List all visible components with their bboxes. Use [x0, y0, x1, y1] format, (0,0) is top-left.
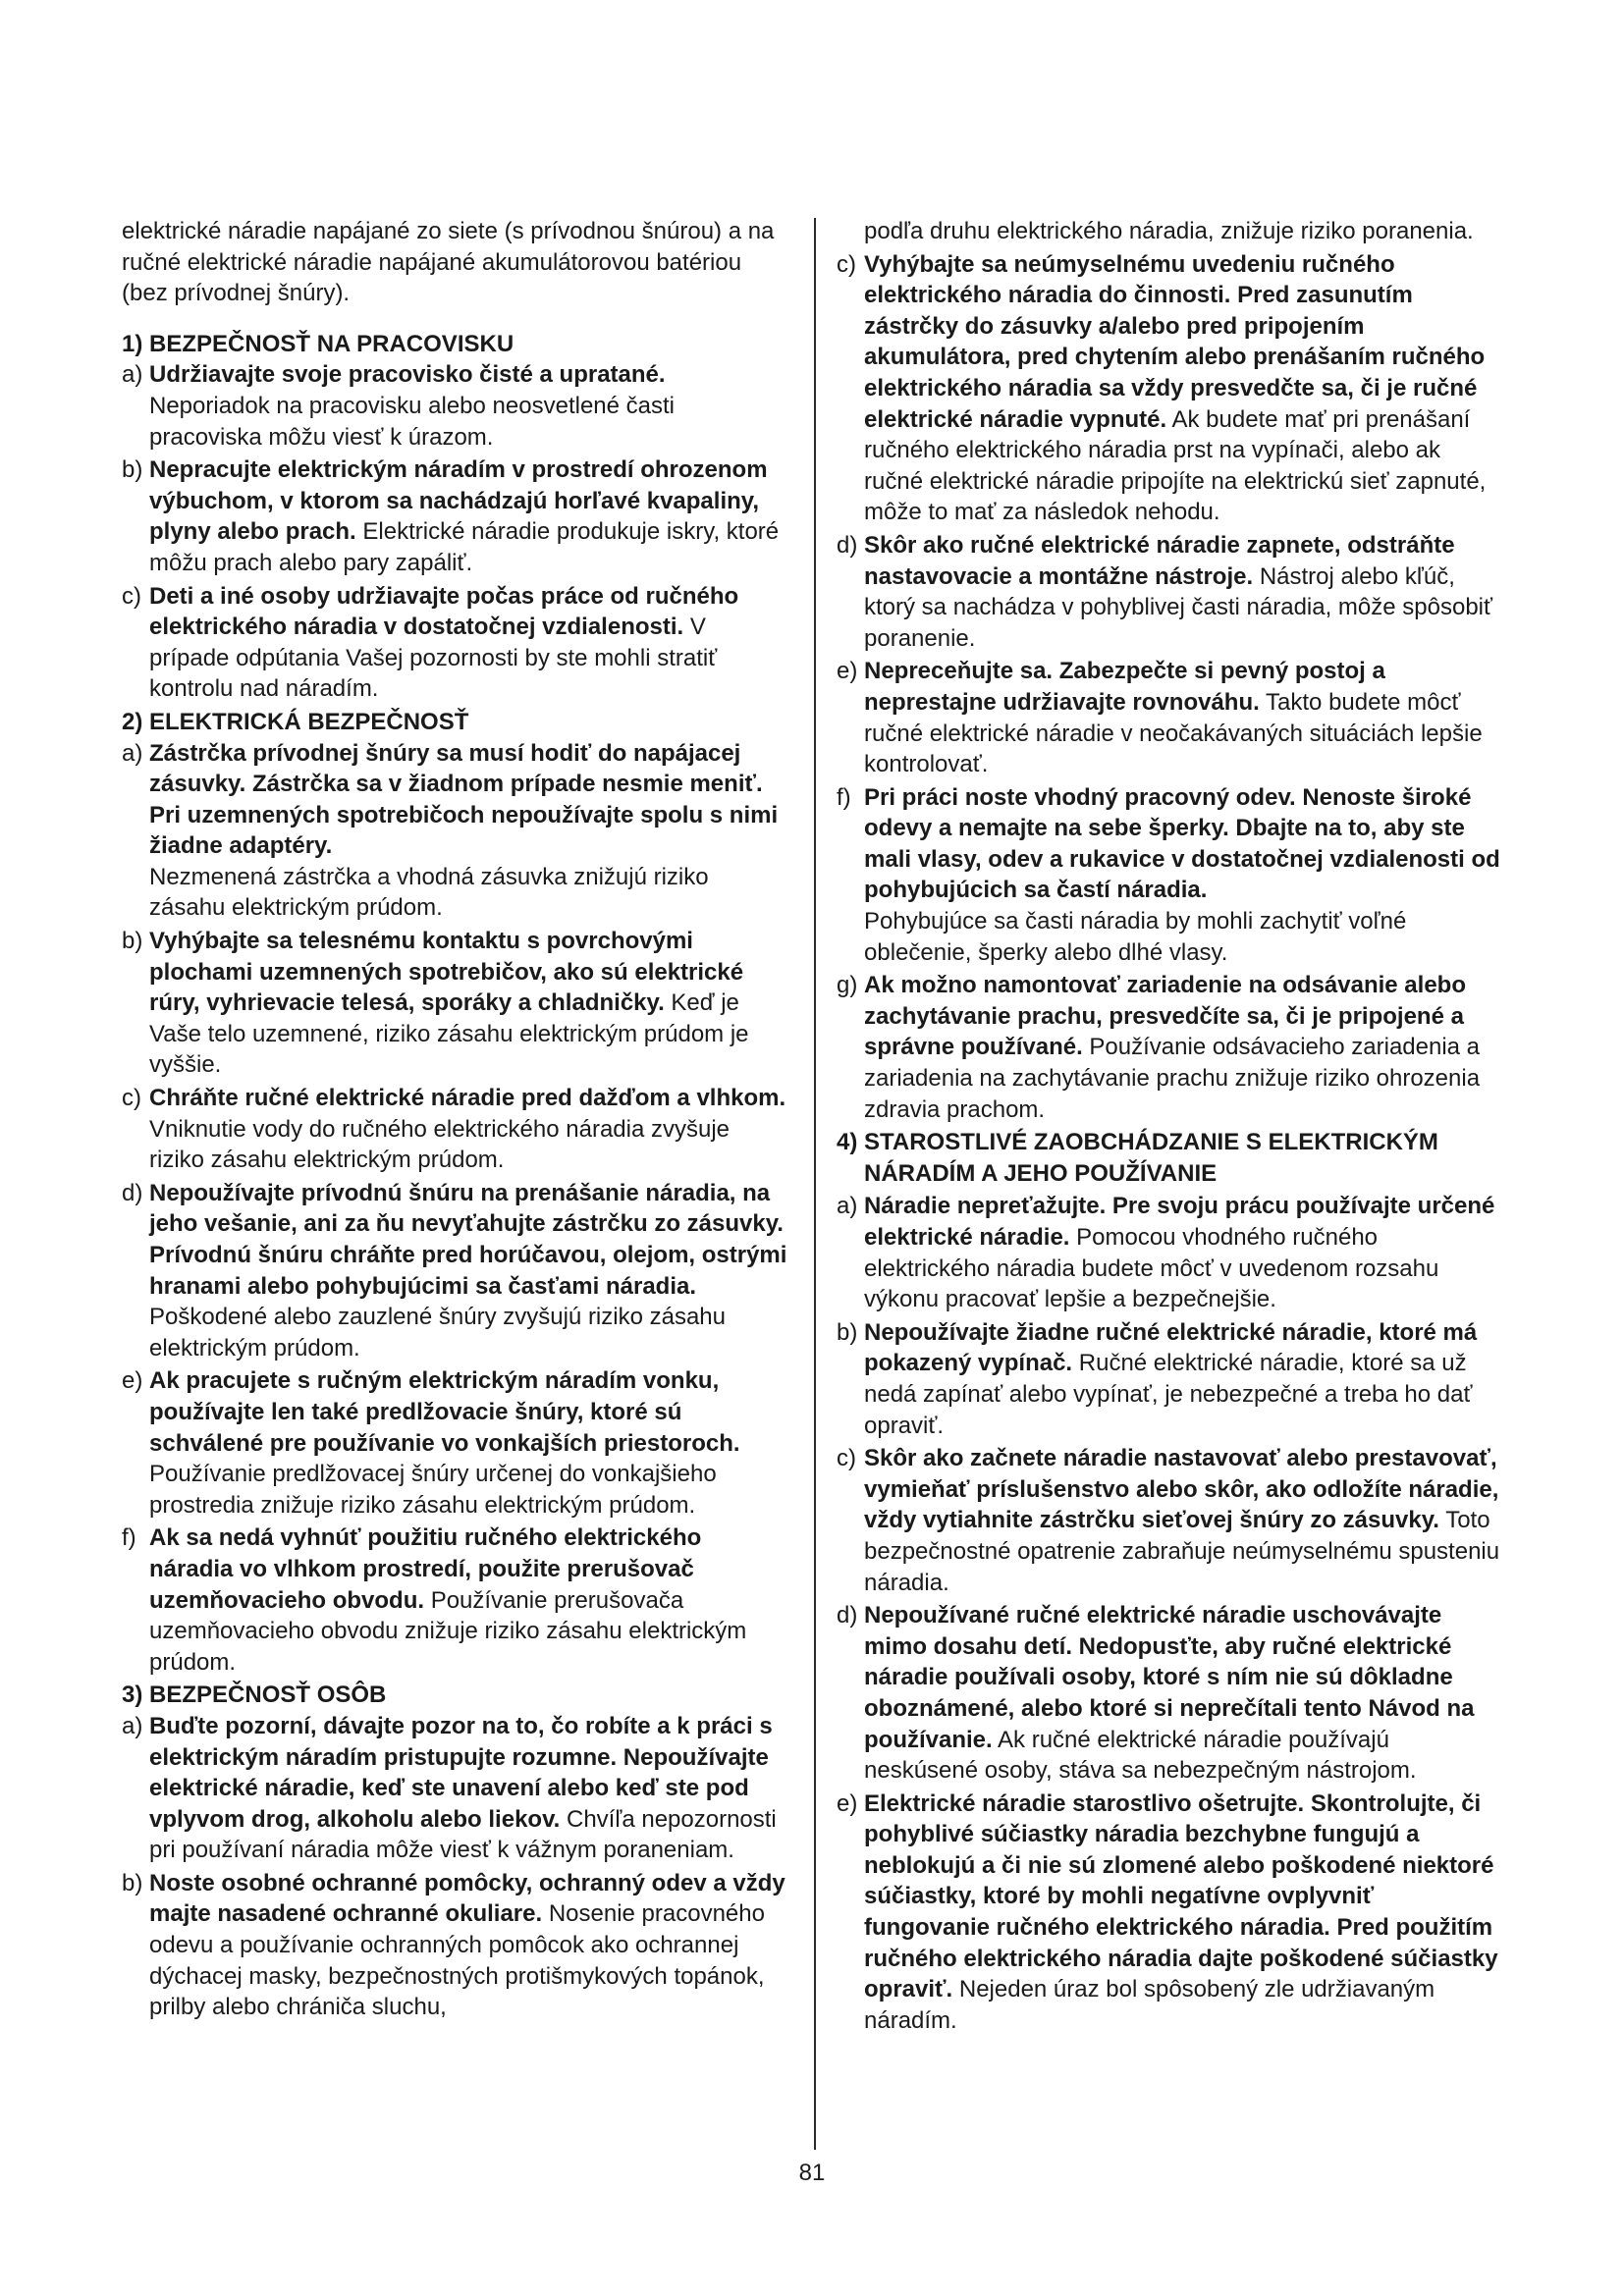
item-label: e): [837, 1789, 858, 1817]
item-label: d): [122, 1179, 143, 1206]
item-bold-text: Ak sa nedá vyhnúť použitiu ručného elektrického náradia vo vlhkom prostredí, použite prerušovač uzemňovacieho obvodu.: [149, 1524, 702, 1614]
list-item: [122, 1868, 787, 2023]
item-bold-text: Nepoužívané ručné elektrické náradie uschovávajte mimo dosahu detí. Nedopusťte, aby ručné elektrické náradie používali osoby, ktoré s ním nie sú dôkladne oboznámené, alebo ktoré si neprečítali tento Návod na používanie.: [864, 1602, 1475, 1753]
item-label: a): [122, 739, 143, 767]
list-item: [837, 249, 1502, 528]
section-heading-electrical-safety: 2) ELEKTRICKÁ BEZPEČNOSŤ: [122, 708, 469, 735]
item-text: Ručné elektrické náradie, ktoré sa už nedá zapínať alebo vypínať, je nebezpečné a treba ho dať opraviť.: [864, 1350, 1473, 1439]
item-label: b): [837, 1318, 858, 1346]
item-bold-text: Elektrické náradie starostlivo ošetrujte. Skontrolujte, či pohyblivé súčiastky náradia bezchybne fungujú a neblokujú a či nie sú zlomené alebo poškodené niektoré súčiastky, ktoré by mohli negatívne ovplyvniť fungovanie ručného elektrického náradia. Pred použitím ručného elektrického náradia dajte poškodené súčiastky opraviť.: [864, 1789, 1498, 2003]
section-number: 4): [837, 1129, 858, 1156]
list-item: [122, 581, 787, 705]
item-bold-text: Pri práci noste vhodný pracovný odev. Nenoste široké odevy a nemajte na sebe šperky. Dbajte na to, aby ste mali vlasy, odev a rukavice v dostatočnej vzdialenosti od pohybujúcich sa častí náradia.: [864, 783, 1500, 904]
list-item: [122, 1522, 787, 1678]
item-label: a): [122, 1712, 143, 1739]
item-label: b): [122, 456, 143, 484]
item-bold-text: Nepracujte elektrickým náradím v prostredí ohrozenom výbuchom, v ktorom sa nachádzajú horľavé kvapaliny, plyny alebo prach.: [149, 456, 768, 546]
item-bold-text: Vyhýbajte sa neúmyselnému uvedeniu ručného elektrického náradia do činnosti. Pred zasunutím zástrčky do zásuvky a/alebo pred pripojením akumulátora, pred chytením alebo prenášaním ručného elektrického náradia sa vždy presvedčte sa, či je ručné elektrické náradie vypnuté.: [864, 250, 1486, 433]
item-label: a): [122, 361, 143, 389]
item-text: Používanie prerušovača uzemňovacieho obvodu znižuje riziko zásahu elektrickým prúdom.: [149, 1586, 747, 1676]
item-text: Takto budete môcť ručné elektrické náradie v neočakávaných situáciách lepšie kontrolovať.: [864, 688, 1483, 778]
item-text: Neporiadok na pracovisku alebo neosvetlené časti pracoviska môžu viesť k úrazom.: [149, 392, 675, 451]
item-bold-text: Skôr ako ručné elektrické náradie zapnete, odstráňte nastavovacie a montážne nástroje.: [864, 531, 1455, 590]
item-text: Keď je Vaše telo uzemnené, riziko zásahu elektrickým prúdom je vyššie.: [149, 989, 749, 1079]
list-item: [837, 1443, 1502, 1598]
item-text: Toto bezpečnostné opatrenie zabraňuje neúmyselnému spusteniu náradia.: [864, 1507, 1500, 1596]
list-item: [122, 926, 787, 1081]
item-label: f): [837, 783, 851, 811]
item-text: Ak budete mať pri prenášaní ručného elektrického náradia prst na vypínači, alebo ak ručné elektrické náradie pripojíte na elektrickú sieť zapnuté, môže to mať za následok nehodu.: [864, 405, 1487, 526]
item-bold-text: Deti a iné osoby udržiavajte počas práce od ručného elektrického náradia v dostatočnej vzdialenosti.: [149, 582, 739, 641]
item-text: Nezmenená zástrčka a vhodná zásuvka znižujú riziko zásahu elektrickým prúdom.: [149, 863, 709, 922]
item-label: c): [122, 1085, 141, 1112]
list-item: [122, 1711, 787, 1866]
item-text: Vniknutie vody do ručného elektrického náradia zvyšuje riziko zásahu elektrickým prúdom.: [149, 1115, 731, 1174]
list-item: [837, 1600, 1502, 1787]
continuation-text: podľa druhu elektrického náradia, znižuje riziko poranenia.: [864, 218, 1474, 244]
item-text: Elektrické náradie produkuje iskry, ktoré môžu prach alebo pary zapáliť.: [149, 518, 780, 576]
list-item: [837, 1317, 1502, 1441]
item-text: Ak ručné elektrické náradie používajú neskúsené osoby, stáva sa nebezpečným nástrojom.: [864, 1726, 1417, 1785]
list-item: [837, 530, 1502, 654]
list-item: [837, 656, 1502, 779]
intro-paragraph: elektrické náradie napájané zo siete (s prívodnou šnúrou) a na ručné elektrické náradie napájané akumulátorovou batériou (bez prívodnej šnúry).: [122, 218, 775, 307]
item-text: Používanie odsávacieho zariadenia a zariadenia na zachytávanie prachu znižuje riziko ohrozenia zdravia prachom.: [864, 1034, 1481, 1123]
section-heading-tool-use-and-care: [837, 1127, 1502, 1189]
item-text: Poškodené alebo zauzlené šnúry zvyšujú riziko zásahu elektrickým prúdom.: [149, 1304, 727, 1362]
item-label: g): [837, 972, 858, 999]
item-bold-text: Buďte pozorní, dávajte pozor na to, čo robíte a k práci s elektrickým náradím pristupujte rozumne. Nepoužívajte elektrické náradie, keď ste unavení alebo keď ste pod vplyvom drog, alkoholu alebo liekov.: [149, 1712, 773, 1833]
list-item: [122, 1083, 787, 1176]
list-item: [122, 1365, 787, 1521]
item-bold-text: Nepoužívajte prívodnú šnúru na prenášanie náradia, na jeho vešanie, ani za ňu nevyťahujte zástrčku zo zásuvky. Prívodnú šnúru chráňte pred horúčavou, olejom, ostrými hranami alebo pohybujúcimi sa časťami náradia.: [149, 1179, 787, 1300]
item-text: V prípade odpútania Vašej pozornosti by ste mohli stratiť kontrolu nad náradím.: [149, 614, 718, 703]
item-label: f): [122, 1524, 136, 1552]
item-text: Nástroj alebo kľúč, ktorý sa nachádza v pohyblivej časti náradia, môže spôsobiť poranenie.: [864, 562, 1493, 652]
list-item: [122, 359, 787, 453]
item-text: Pomocou vhodného ručného elektrického náradia budete môcť v uvedenom rozsahu výkonu pracovať lepšie a bezpečnejšie.: [864, 1224, 1439, 1313]
item-label: e): [837, 658, 858, 685]
list-item: [122, 1178, 787, 1364]
item-text: Nosenie pracovného odevu a používanie ochranných pomôcok ako ochrannej dýchacej masky, bezpečnostných protišmykových topánok, prilby alebo chrániča sluchu,: [149, 1900, 765, 2021]
item-bold-text: Vyhýbajte sa telesnému kontaktu s povrchovými plochami uzemnených spotrebičov, ako sú elektrické rúry, vyhrievacie telesá, sporáky a chladničky.: [149, 928, 744, 1017]
item-bold-text: Chráňte ručné elektrické náradie pred dažďom a vlhkom.: [149, 1085, 786, 1112]
item-bold-text: Nepoužívajte žiadne ručné elektrické náradie, ktoré má pokazený vypínač.: [864, 1318, 1478, 1377]
right-column: [837, 216, 1502, 2038]
item-label: c): [837, 1445, 856, 1472]
section-heading-workplace-safety: 1) BEZPEČNOSŤ NA PRACOVISKU: [122, 330, 514, 357]
item-label: b): [122, 928, 143, 955]
item-label: c): [837, 250, 856, 278]
list-item: [837, 1789, 1502, 2037]
item-label: d): [837, 1602, 858, 1629]
item-label: b): [122, 1869, 143, 1896]
column-divider: [814, 218, 816, 2150]
page-number: 81: [798, 2160, 826, 2186]
section-heading-personal-safety: 3) BEZPEČNOSŤ OSÔB: [122, 1682, 387, 1709]
item-label: e): [122, 1367, 143, 1395]
item-bold-text: Náradie nepreťažujte. Pre svoju prácu používajte určené elektrické náradie.: [864, 1193, 1495, 1251]
left-column: [122, 216, 787, 2025]
item-bold-text: Zástrčka prívodnej šnúry sa musí hodiť do napájacej zásuvky. Zástrčka sa v žiadnom prípade nesmie meniť. Pri uzemnených spotrebičoch nepoužívajte spolu s nimi žiadne adaptéry.: [149, 739, 779, 860]
list-item: [122, 738, 787, 925]
item-label: a): [837, 1193, 858, 1220]
item-label: c): [122, 582, 141, 610]
item-text: Chvíľa nepozornosti pri používaní náradia môže viesť k vážnym poraneniam.: [149, 1805, 777, 1864]
section-title: STAROSTLIVÉ ZAOBCHÁDZANIE S ELEKTRICKÝM NÁRADÍM A JEHO POUŽÍVANIE: [864, 1129, 1438, 1187]
list-item: [837, 782, 1502, 969]
item-bold-text: Noste osobné ochranné pomôcky, ochranný odev a vždy majte nasadené ochranné okuliare.: [149, 1869, 785, 1928]
list-item: [837, 970, 1502, 1125]
item-bold-text: Ak možno namontovať zariadenie na odsávanie alebo zachytávanie prachu, presvedčíte sa, či je pripojené a správne používané.: [864, 972, 1466, 1061]
item-text: Pohybujúce sa časti náradia by mohli zachytiť voľné oblečenie, šperky alebo dlhé vlasy.: [864, 908, 1407, 966]
item-bold-text: Ak pracujete s ručným elektrickým náradím vonku, používajte len také predlžovacie šnúry, ktoré sú schválené pre používanie vo vonkajších priestoroch.: [149, 1367, 740, 1457]
item-text: Nejeden úraz bol spôsobený zle udržiavaným náradím.: [864, 1976, 1435, 2034]
item-bold-text: Udržiavajte svoje pracovisko čisté a upratané.: [149, 361, 666, 389]
item-label: d): [837, 531, 858, 559]
list-item: [837, 1191, 1502, 1314]
item-bold-text: Skôr ako začnete náradie nastavovať alebo prestavovať, vymieňať príslušenstvo alebo skôr, ako odložíte náradie, vždy vytiahnite zástrčku sieťovej šnúry zo zásuvky.: [864, 1445, 1499, 1534]
item-text: Používanie predlžovacej šnúry určenej do vonkajšieho prostredia znižuje riziko zásahu elektrickým prúdom.: [149, 1461, 717, 1519]
item-bold-text: Nepreceňujte sa. Zabezpečte si pevný postoj a neprestajne udržiavajte rovnováhu.: [864, 658, 1385, 716]
list-item: [122, 454, 787, 578]
